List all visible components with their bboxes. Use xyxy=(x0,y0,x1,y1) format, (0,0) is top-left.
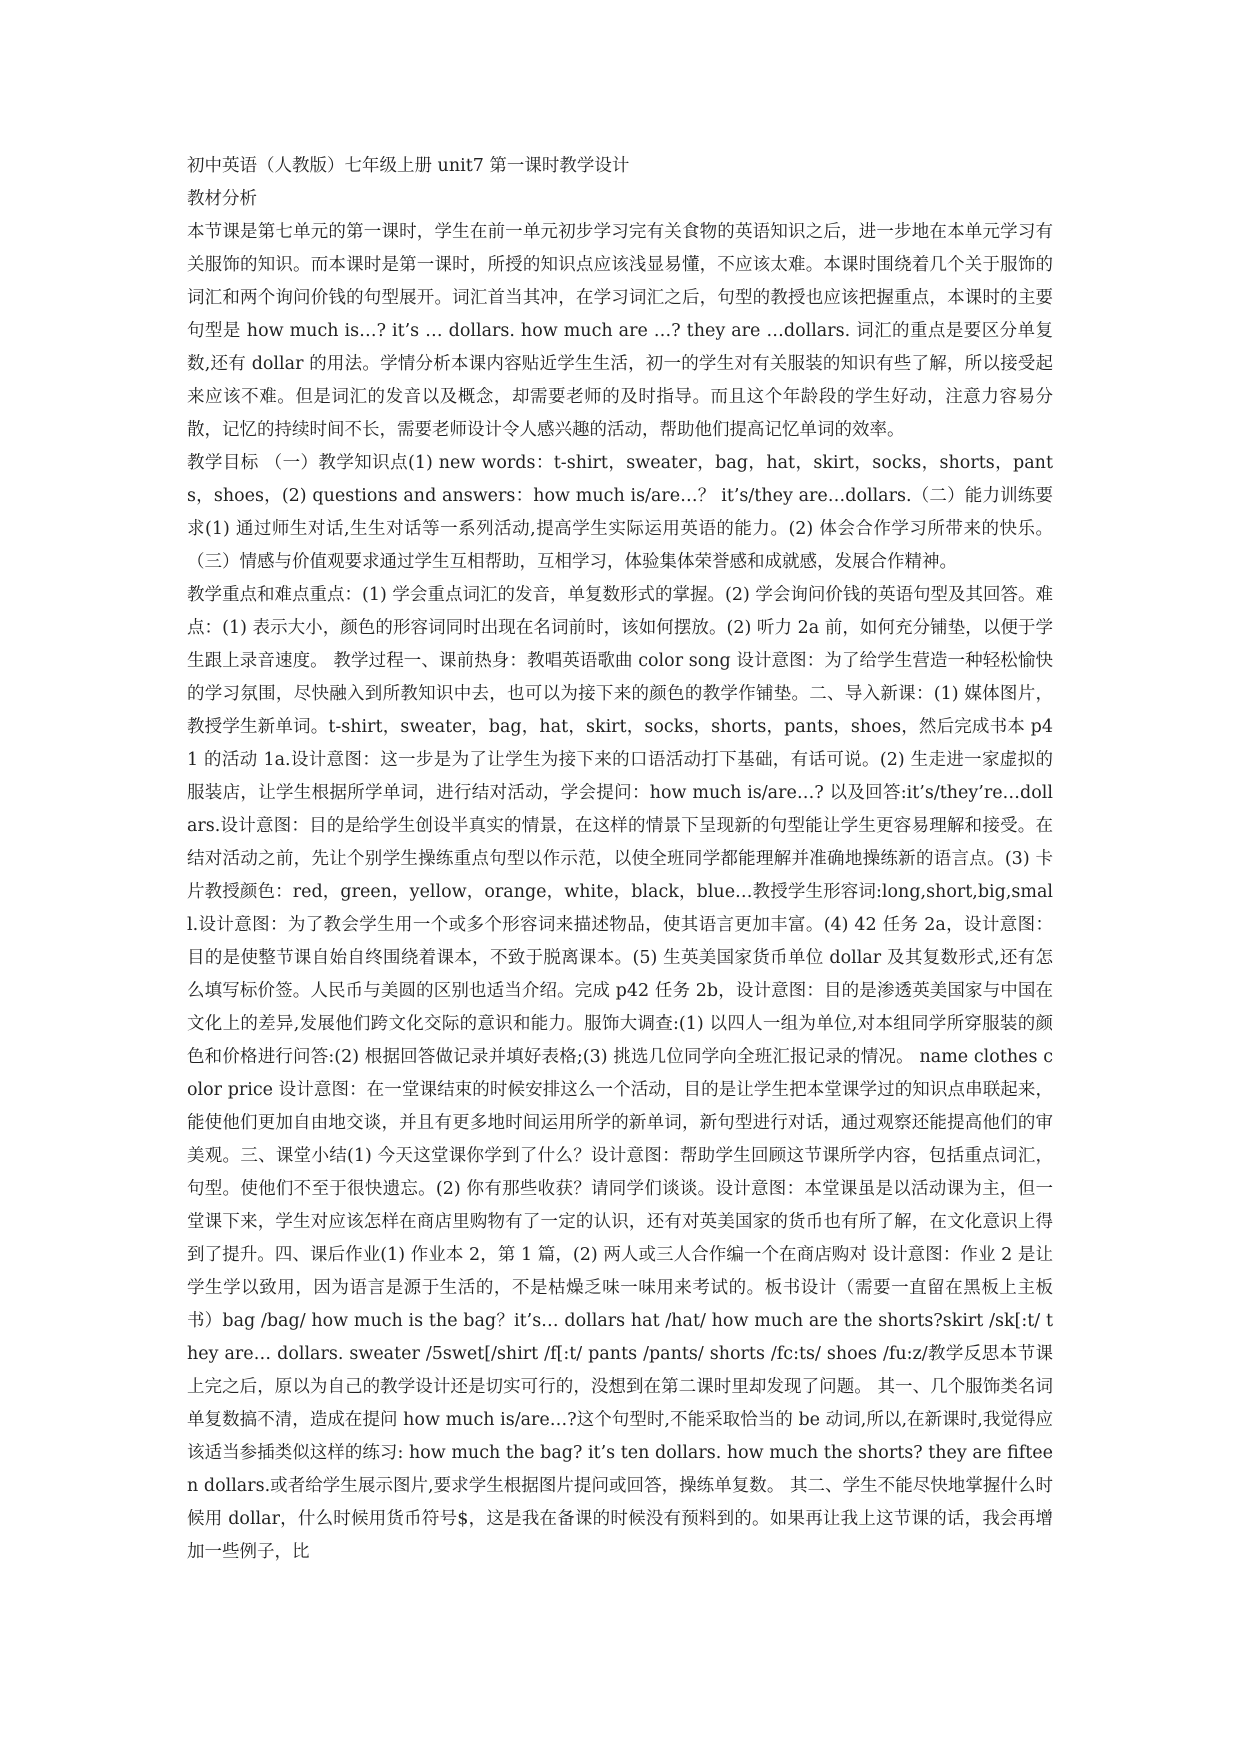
paragraph-process: 教学重点和难点重点：(1) 学会重点词汇的发音，单复数形式的掌握。(2) 学会询问价钱的英语句型及其回答。难点：(1) 表示大小，颜色的形容词同时出现在名词前时，该如何摆放。(2) 听力 2a 前，如何充分铺垫，以便于学生跟上录音速度。 教学过程一、课前热身：教唱英语歌曲 color song 设计意图：为了给学生营造一种轻松愉快的学习氛围，尽快融入到所教知识中去，也可以为接下来的颜色的教学作铺垫。二、导入新课：(1) 媒体图片，教授学生新单词。t-shirt，sweater，bag，hat，skirt，socks，shorts，pants，shoes，然后完成书本 p41 的活动 1a.设计意图：这一步是为了让学生为接下来的口语活动打下基础，有话可说。(2) 生走进一家虚拟的服装店，让学生根据所学单词，进行结对活动，学会提问：how much is/are…? 以及回答:it’s/they’re…dollars.设计意图：目的是给学生创设半真实的情景，在这样的情景下呈现新的句型能让学生更容易理解和接受。在结对活动之前，先让个别学生操练重点句型以作示范，以使全班同学都能理解并准确地操练新的语言点。(3) 卡片教授颜色：red，green，yellow，orange，white，black，blue…教授学生形容词:long,short,big,small.设计意图：为了教会学生用一个或多个形容词来描述物品，使其语言更加丰富。(4) 42 任务 2a，设计意图：目的是使整节课自始自终围绕着课本，不致于脱离课本。(5) 生英美国家货币单位 dollar 及其复数形式,还有怎么填写标价签。人民币与美圆的区别也适当介绍。完成 p42 任务 2b，设计意图：目的是渗透英美国家与中国在文化上的差异,发展他们跨文化交际的意识和能力。服饰大调查:(1) 以四人一组为单位,对本组同学所穿服装的颜色和价格进行问答:(2) 根据回答做记录并填好表格;(3) 挑选几位同学向全班汇报记录的情况。 name clothes color price 设计意图：在一堂课结束的时候安排这么一个活动，目的是让学生把本堂课学过的知识点串联起来，能使他们更加自由地交谈，并且有更多地时间运用所学的新单词，新句型进行对话，通过观察还能提高他们的审美观。三、课堂小结(1) 今天这堂课你学到了什么？设计意图：帮助学生回顾这节课所学内容，包括重点词汇，句型。使他们不至于很快遗忘。(2) 你有那些收获？请同学们谈谈。设计意图：本堂课虽是以活动课为主，但一堂课下来，学生对应该怎样在商店里购物有了一定的认识，还有对英美国家的货币也有所了解，在文化意识上得到了提升。四、课后作业(1) 作业本 2，第 1 篇，(2) 两人或三人合作编一个在商店购对 设计意图：作业 2 是让学生学以致用，因为语言是源于生活的，不是枯燥乏味一味用来考试的。板书设计（需要一直留在黑板上主板书）bag /bag/ how much is the bag？it’s… dollars hat /hat/ how much are the shorts?skirt /sk[:t/ they are… dollars. sweater /5swet[/shirt /f[:t/ pants /pants/ shorts /fc:ts/ shoes /fu:z/教学反思本节课上完之后，原以为自己的教学设计还是切实可行的，没想到在第二课时里却发现了问题。 其一、几个服饰类名词单复数搞不清，造成在提问 how much is/are…?这个句型时,不能采取恰当的 be 动词,所以,在新课时,我觉得应该适当参插类似这样的练习: how much the bag? it’s ten dollars. how much the shorts? they are fifteen dollars.或者给学生展示图片,要求学生根据图片提问或回答，操练单复数。 其二、学生不能尽快地掌握什么时候用 dollar，什么时候用货币符号$，这是我在备课的时候没有预料到的。如果再让我上这节课的话，我会再增加一些例子，比 xyxy=(187,585,1053,1562)
section-heading: 教材分析 xyxy=(187,189,257,209)
paragraph-analysis: 本节课是第七单元的第一课时，学生在前一单元初步学习完有关食物的英语知识之后，进一步地在本单元学习有关服饰的知识。而本课时是第一课时，所授的知识点应该浅显易懂，不应该太难。本课时围绕着几个关于服饰的词汇和两个询问价钱的句型展开。词汇首当其冲，在学习词汇之后，句型的教授也应该把握重点，本课时的主要句型是 how much is…? it’s … dollars. how much are …? they are …dollars. 词汇的重点是要区分单复数,还有 dollar 的用法。学情分析本课内容贴近学生生活，初一的学生对有关服装的知识有些了解，所以接受起来应该不难。但是词汇的发音以及概念，却需要老师的及时指导。而且这个年龄段的学生好动，注意力容易分散，记忆的持续时间不长，需要老师设计令人感兴趣的活动，帮助他们提高记忆单词的效率。 xyxy=(187,222,1053,440)
paragraph-objectives: 教学目标 （一）教学知识点(1) new words：t-shirt，sweater，bag，hat，skirt，socks，shorts，pants，shoes，(2) questions and answers：how much is/are…？ it’s/they are…dollars.（二）能力训练要求(1) 通过师生对话,生生对话等一系列活动,提高学生实际运用英语的能力。(2) 体会合作学习所带来的快乐。（三）情感与价值观要求通过学生互相帮助，互相学习，体验集体荣誉感和成就感，发展合作精神。 xyxy=(187,453,1053,572)
document-page xyxy=(187,150,1053,1569)
document-title: 初中英语（人教版）七年级上册 unit7 第一课时教学设计 xyxy=(187,156,630,176)
